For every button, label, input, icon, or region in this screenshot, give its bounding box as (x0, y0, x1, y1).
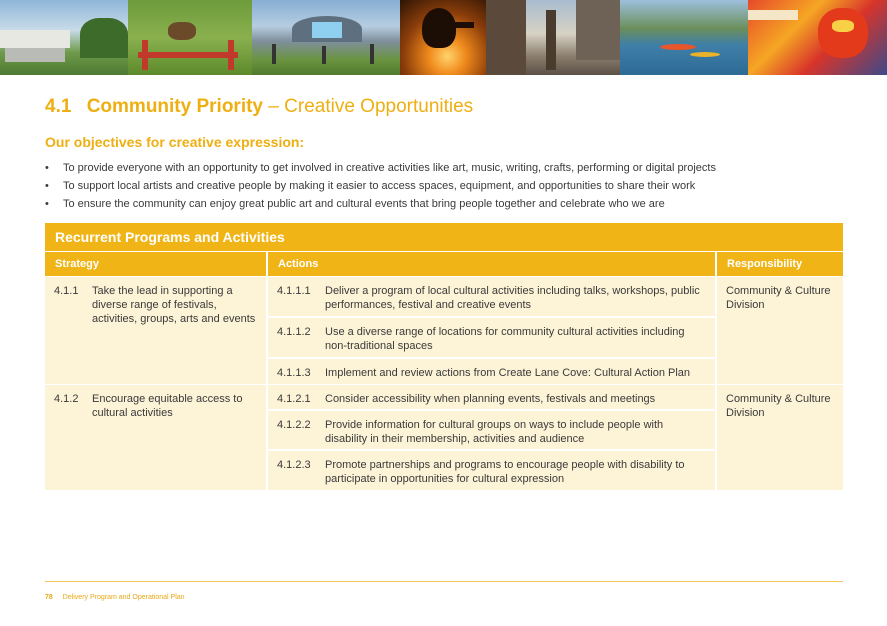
street-plaza-photo (486, 0, 620, 75)
section-heading (45, 96, 473, 118)
objectives-list (45, 159, 716, 213)
strategy-group (45, 384, 843, 490)
responsibility-cell: Community & Culture Division (726, 285, 831, 311)
kookaburra-sunset-photo (400, 0, 486, 75)
strategy-cell (45, 385, 268, 490)
action-row (268, 451, 715, 490)
strategy-text: Take the lead in supporting a diverse range of festivals, activities, groups, arts and events (92, 285, 256, 325)
section-number: 4.1 (45, 96, 72, 117)
action-row (268, 318, 715, 359)
action-code: 4.1.1.2 (277, 326, 311, 338)
objective-item: • To ensure the community can enjoy great public art and cultural events that bring people together and celebrate who we are (45, 195, 716, 213)
action-row (268, 359, 715, 384)
table-title: Recurrent Programs and Activities (45, 223, 843, 251)
objectives-heading: Our objectives for creative expression: (45, 134, 305, 150)
objective-item: • To support local artists and creative people by making it easier to access spaces, equipment, and opportunities to share their work (45, 177, 716, 195)
bullet-icon: • (45, 198, 49, 210)
community-centre-photo (0, 0, 128, 75)
actions-cell (268, 277, 717, 384)
actions-cell (268, 385, 717, 490)
outdoor-yoga-photo (252, 0, 400, 75)
action-code: 4.1.2.3 (277, 459, 311, 471)
priority-subtitle: – Creative Opportunities (268, 96, 474, 117)
photo-banner (0, 0, 887, 75)
bullet-icon: • (45, 162, 49, 174)
action-text: Deliver a program of local cultural activities including talks, workshops, public performances, festival and creative events (325, 285, 700, 311)
action-row (268, 277, 715, 318)
action-text: Promote partnerships and programs to encourage people with disability to participate in opportunities for cultural expression (325, 459, 685, 485)
page-footer (45, 594, 185, 601)
priority-title: Community Priority (86, 96, 264, 117)
footer-divider (45, 581, 843, 582)
lion-dance-festival-photo (748, 0, 887, 75)
table-header-row (45, 251, 843, 276)
action-code: 4.1.2.1 (277, 393, 311, 405)
strategy-text: Encourage equitable access to cultural activities (92, 393, 243, 419)
action-code: 4.1.1.3 (277, 367, 311, 379)
bullet-icon: • (45, 180, 49, 192)
document-title: Delivery Program and Operational Plan (62, 594, 185, 601)
header-responsibility: Responsibility (727, 258, 803, 270)
objective-item: • To provide everyone with an opportunity to get involved in creative activities like art, music, writing, crafts, performing or digital projects (45, 159, 716, 177)
action-row (268, 411, 715, 451)
action-text: Provide information for cultural groups on ways to include people with disability in their membership, activities and audience (325, 419, 664, 445)
action-text: Implement and review actions from Create Lane Cove: Cultural Action Plan (325, 367, 691, 379)
header-actions: Actions (268, 252, 717, 276)
page-number: 78 (45, 594, 53, 601)
dog-agility-photo (128, 0, 252, 75)
action-code: 4.1.2.2 (277, 419, 311, 431)
strategy-code: 4.1.2 (54, 393, 79, 405)
strategy-code: 4.1.1 (54, 285, 79, 297)
strategy-cell (45, 277, 268, 384)
action-code: 4.1.1.1 (277, 285, 311, 297)
river-kayak-photo (620, 0, 748, 75)
header-strategy: Strategy (45, 252, 268, 276)
action-text: Consider accessibility when planning events, festivals and meetings (325, 393, 656, 405)
responsibility-cell: Community & Culture Division (726, 393, 831, 419)
action-text: Use a diverse range of locations for community cultural activities including non-traditional spaces (325, 326, 685, 352)
programs-table (45, 223, 843, 490)
action-row (268, 385, 715, 411)
strategy-group (45, 276, 843, 384)
